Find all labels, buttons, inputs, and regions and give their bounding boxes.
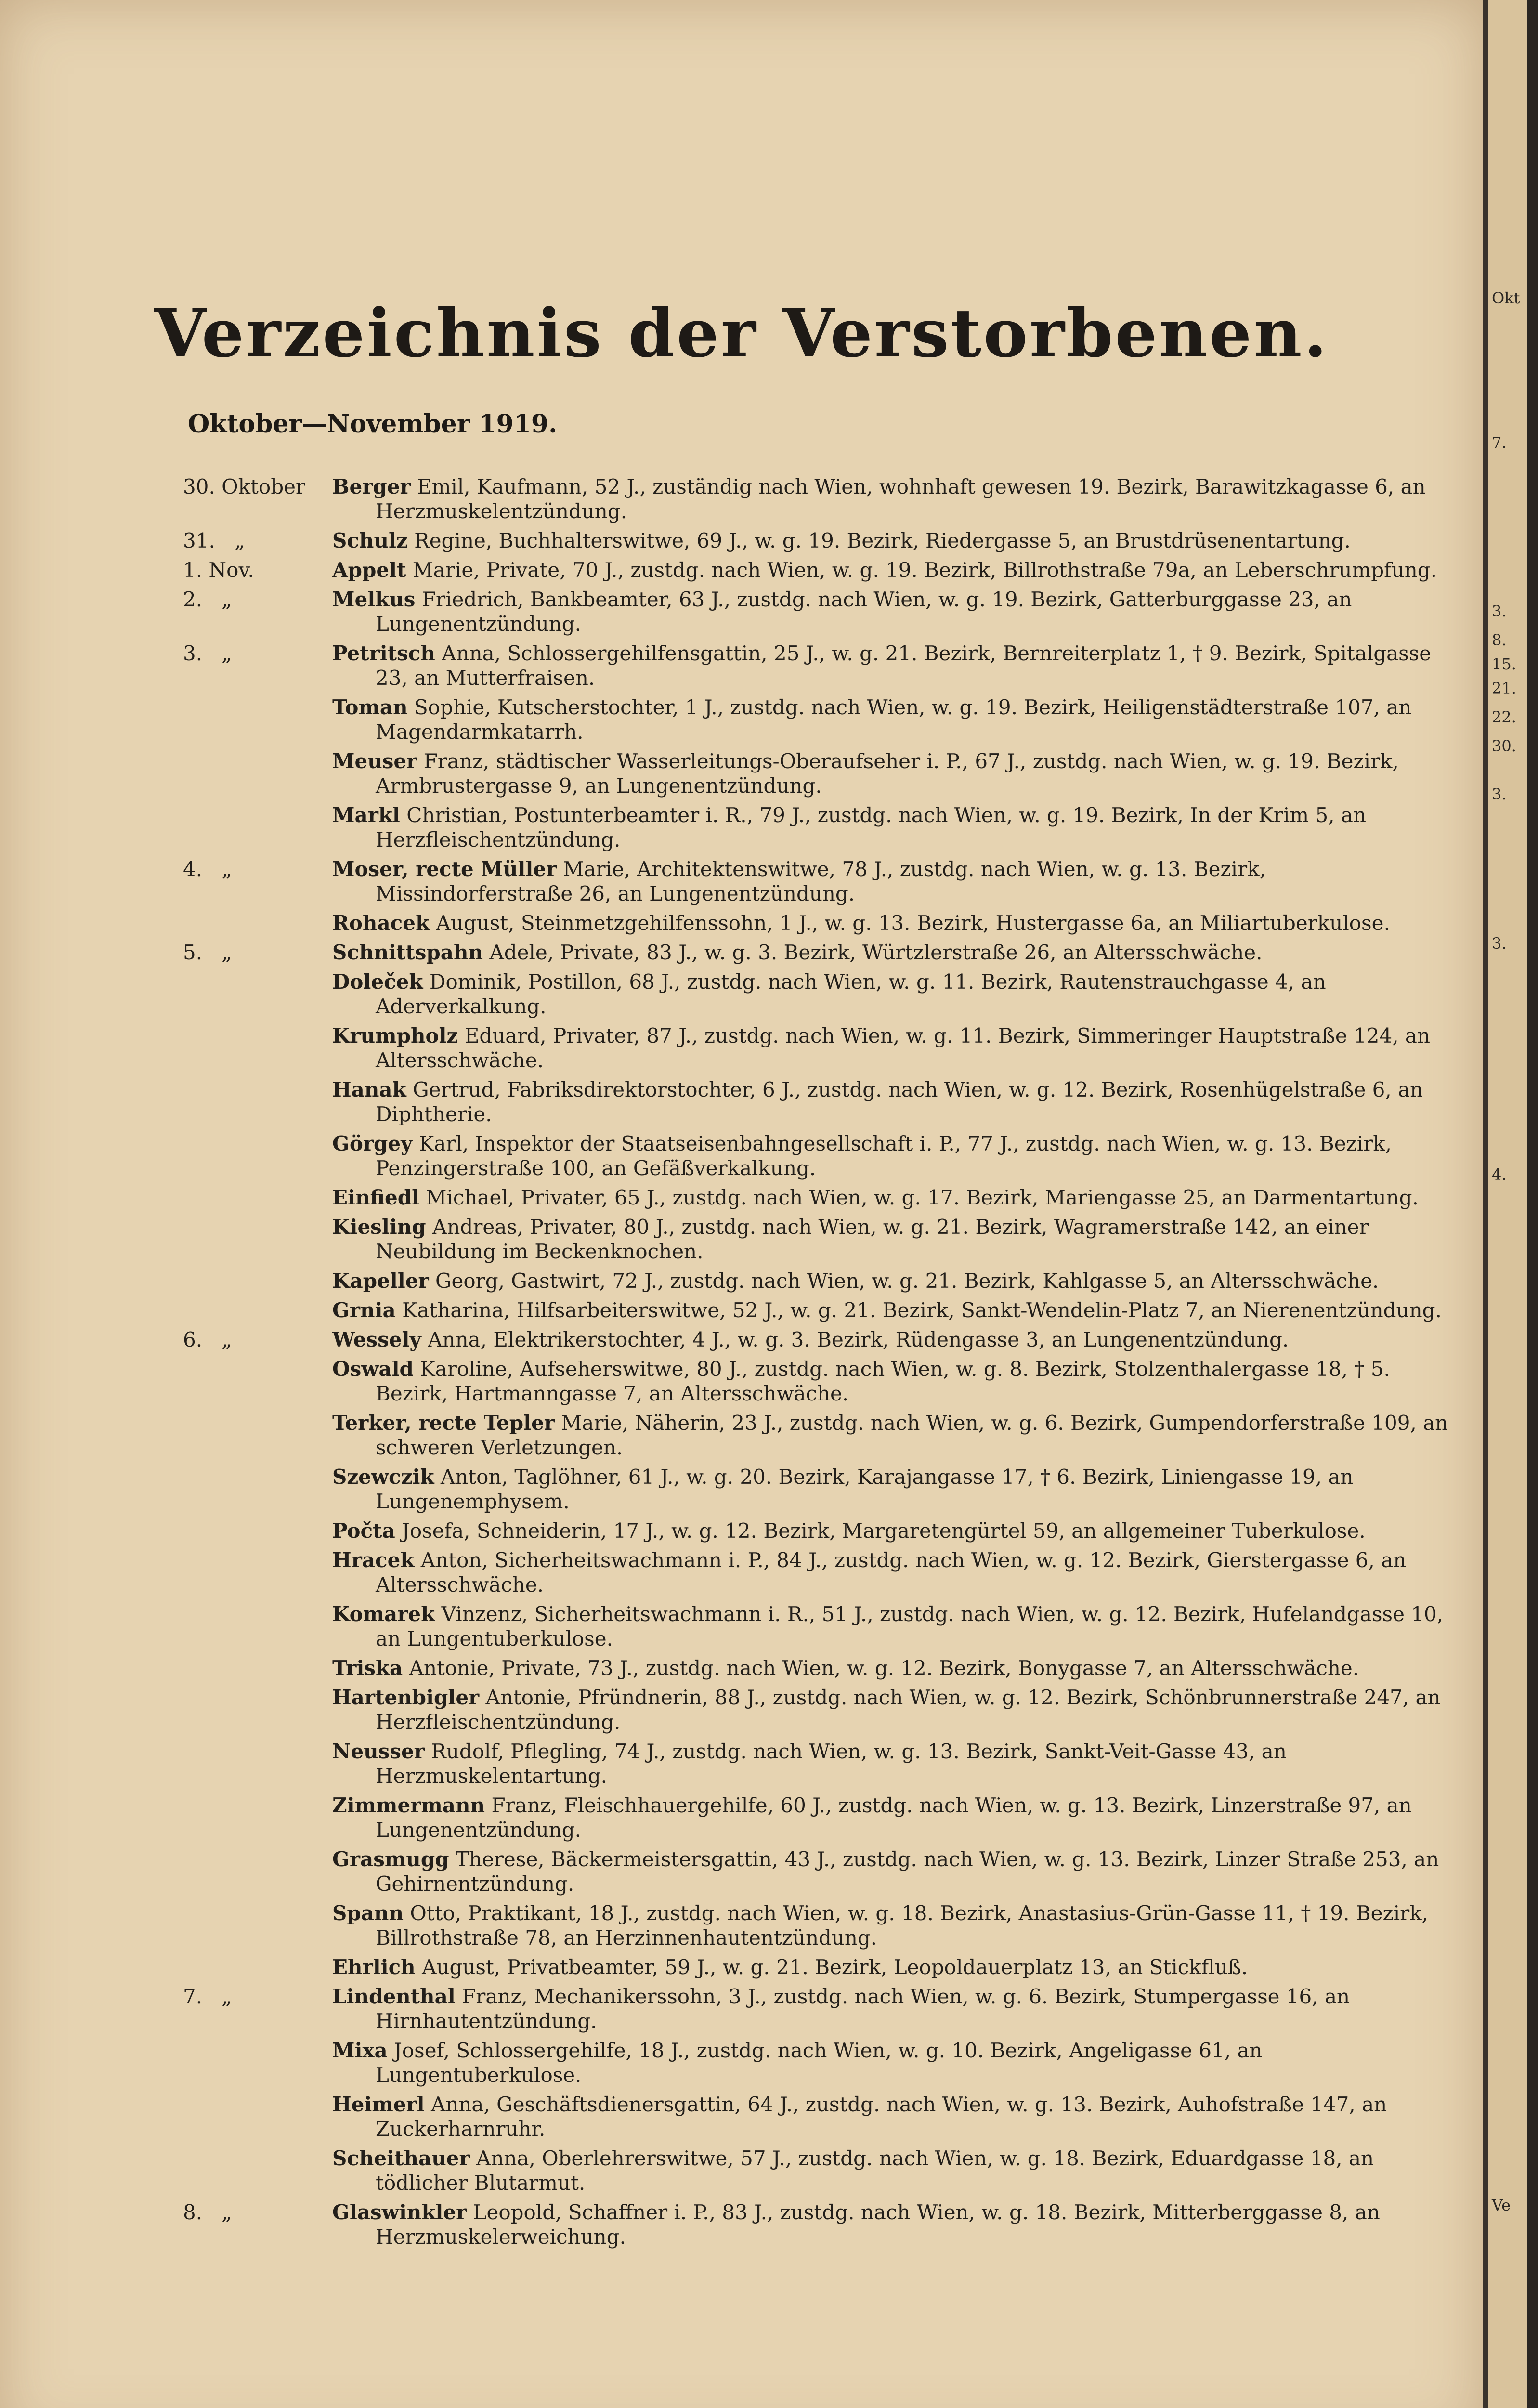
entry-body: Rudolf, Pflegling, 74 J., zustdg. nach Wien, w. g. 13. Bezirk, Sankt-Veit-Gasse 43, an Herzmuskelentartung. <box>376 1740 1287 1788</box>
entry-body: Franz, städtischer Wasserleitungs-Oberaufseher i. P., 67 J., zustdg. nach Wien, w. g. 19. Bezirk, Armbrustergasse 9, an Lungenentzündung. <box>376 749 1399 798</box>
entry-text <box>332 1327 1464 1352</box>
entry-text <box>332 528 1464 553</box>
entry-text <box>332 2200 1464 2249</box>
list-item <box>183 1739 1464 1788</box>
entry-text <box>332 1847 1464 1896</box>
entry-name: Grnia <box>332 1298 396 1322</box>
entry-body: Sophie, Kutscherstochter, 1 J., zustdg. nach Wien, w. g. 19. Bezirk, Heiligenstädterstraße 107, an Magendarmkatarrh. <box>376 695 1412 744</box>
entries-list <box>183 474 1464 2254</box>
entry-name: Zimmermann <box>332 1793 485 1817</box>
list-item <box>183 1955 1464 1979</box>
section-heading: Oktober—November 1919. <box>188 409 558 439</box>
entry-text <box>332 1955 1464 1979</box>
entry-body: Regine, Buchhalterswitwe, 69 J., w. g. 19. Bezirk, Riedergasse 5, an Brustdrüsenentartung. <box>414 529 1351 552</box>
entry-body: Therese, Bäckermeistersgattin, 43 J., zustdg. nach Wien, w. g. 13. Bezirk, Linzer Straße 253, an Gehirnentzündung. <box>376 1847 1439 1896</box>
entry-date: 3. „ <box>183 641 232 665</box>
list-item <box>183 1298 1464 1322</box>
list-item <box>183 528 1464 553</box>
entry-body: Antonie, Pfründnerin, 88 J., zustdg. nach Wien, w. g. 12. Bezirk, Schönbrunnerstraße 247, an Herzfleischentzündung. <box>376 1686 1441 1734</box>
entry-body: Vinzenz, Sicherheitswachmann i. R., 51 J., zustdg. nach Wien, w. g. 12. Bezirk, Hufelandgasse 10, an Lungentuberkulose. <box>376 1602 1444 1650</box>
entry-text <box>332 940 1464 965</box>
entry-body: Josef, Schlossergehilfe, 18 J., zustdg. nach Wien, w. g. 10. Bezirk, Angeligasse 61, an Lungentuberkulose. <box>376 2039 1263 2087</box>
entry-body: Franz, Fleischhauergehilfe, 60 J., zustdg. nach Wien, w. g. 13. Bezirk, Linzerstraße 97, an Lungenentzündung. <box>376 1793 1412 1842</box>
entry-name: Spann <box>332 1901 404 1925</box>
entry-date: 7. „ <box>183 1985 232 2008</box>
entry-name: Appelt <box>332 558 406 582</box>
entry-name: Počta <box>332 1519 395 1543</box>
list-item <box>183 2092 1464 2141</box>
list-item <box>183 969 1464 1019</box>
entry-body: Georg, Gastwirt, 72 J., zustdg. nach Wien, w. g. 21. Bezirk, Kahlgasse 5, an Altersschwäche. <box>435 1269 1379 1293</box>
list-item <box>183 1602 1464 1651</box>
edge-fragment: 30. <box>1492 737 1516 755</box>
entry-name: Glaswinkler <box>332 2200 467 2224</box>
entry-body: Christian, Postunterbeamter i. R., 79 J., zustdg. nach Wien, w. g. 19. Bezirk, In der Krim 5, an Herzfleischentzündung. <box>376 803 1366 851</box>
entry-text <box>332 2092 1464 2141</box>
list-item <box>183 587 1464 636</box>
entry-text <box>332 1793 1464 1842</box>
entry-text <box>332 1269 1464 1293</box>
entry-date: 1. Nov. <box>183 558 254 582</box>
entry-name: Markl <box>332 803 400 827</box>
entry-text <box>332 695 1464 744</box>
list-item <box>183 1185 1464 1210</box>
entry-date: 31. „ <box>183 529 245 552</box>
list-item <box>183 1269 1464 1293</box>
entry-name: Hanak <box>332 1078 406 1101</box>
list-item <box>183 749 1464 798</box>
entry-body: Andreas, Privater, 80 J., zustdg. nach Wien, w. g. 21. Bezirk, Wagramerstraße 142, an einer Neubildung im Beckenknochen. <box>376 1215 1369 1263</box>
edge-fragment: 3. <box>1492 602 1507 620</box>
entry-name: Krumpholz <box>332 1024 458 1047</box>
entry-body: Michael, Privater, 65 J., zustdg. nach Wien, w. g. 17. Bezirk, Mariengasse 25, an Darmentartung. <box>426 1186 1419 1209</box>
entry-body: August, Steinmetzgehilfenssohn, 1 J., w. g. 13. Bezirk, Hustergasse 6a, an Miliartuberkulose. <box>436 911 1390 935</box>
edge-fragment: 22. <box>1492 708 1516 726</box>
entry-body: Josefa, Schneiderin, 17 J., w. g. 12. Bezirk, Margaretengürtel 59, an allgemeiner Tuberkulose. <box>402 1519 1366 1543</box>
list-item <box>183 1656 1464 1680</box>
list-item <box>183 1131 1464 1180</box>
edge-fragment: 8. <box>1492 631 1507 649</box>
entry-body: Gertrud, Fabriksdirektorstochter, 6 J., zustdg. nach Wien, w. g. 12. Bezirk, Rosenhügelstraße 6, an Diphtherie. <box>376 1078 1423 1126</box>
list-item <box>183 803 1464 852</box>
entry-body: Eduard, Privater, 87 J., zustdg. nach Wien, w. g. 11. Bezirk, Simmeringer Hauptstraße 124, an Altersschwäche. <box>376 1024 1431 1072</box>
list-item <box>183 1685 1464 1734</box>
entry-name: Görgey <box>332 1132 413 1155</box>
list-item <box>183 1793 1464 1842</box>
entry-text <box>332 641 1464 690</box>
list-item <box>183 2146 1464 2195</box>
entry-text <box>332 1465 1464 1514</box>
entry-name: Neusser <box>332 1740 425 1763</box>
entry-name: Doleček <box>332 970 423 994</box>
entry-text <box>332 587 1464 636</box>
entry-text <box>332 1023 1464 1073</box>
entry-text <box>332 911 1464 935</box>
list-item <box>183 1077 1464 1126</box>
entry-name: Meuser <box>332 749 417 773</box>
edge-fragment: Ve <box>1492 2196 1511 2214</box>
list-item <box>183 2038 1464 2087</box>
page-title: Verzeichnis der Verstorbenen. <box>154 294 1329 372</box>
list-item <box>183 1411 1464 1460</box>
entry-name: Petritsch <box>332 641 435 665</box>
entry-name: Hracek <box>332 1548 415 1572</box>
entry-text <box>332 1411 1464 1460</box>
entry-body: Marie, Architektenswitwe, 78 J., zustdg. nach Wien, w. g. 13. Bezirk, Missindorferstraße 26, an Lungenentzündung. <box>376 857 1266 905</box>
list-item <box>183 911 1464 935</box>
entry-text <box>332 1901 1464 1950</box>
entry-name: Szewczik <box>332 1465 434 1489</box>
adjacent-page-edge <box>1483 0 1538 2408</box>
entry-name: Schnittspahn <box>332 941 483 964</box>
edge-fragment: 15. <box>1492 655 1516 673</box>
entry-name: Melkus <box>332 588 416 611</box>
entry-text <box>332 1602 1464 1651</box>
entry-name: Wessely <box>332 1328 421 1351</box>
entry-date: 4. „ <box>183 857 232 881</box>
list-item <box>183 2200 1464 2249</box>
list-item <box>183 1215 1464 1264</box>
entry-body: Emil, Kaufmann, 52 J., zuständig nach Wien, wohnhaft gewesen 19. Bezirk, Barawitzkagasse 6, an Herzmuskelentzündung. <box>376 475 1426 523</box>
list-item <box>183 1023 1464 1073</box>
entry-name: Mixa <box>332 2039 388 2062</box>
entry-text <box>332 1077 1464 1126</box>
entry-body: Leopold, Schaffner i. P., 83 J., zustdg. nach Wien, w. g. 18. Bezirk, Mitterberggasse 8, an Herzmuskelerweichung. <box>376 2200 1380 2249</box>
edge-fragment: 3. <box>1492 934 1507 953</box>
entry-date: 5. „ <box>183 941 232 964</box>
entry-text <box>332 1357 1464 1406</box>
entry-text <box>332 1656 1464 1680</box>
entry-body: Antonie, Private, 73 J., zustdg. nach Wien, w. g. 12. Bezirk, Bonygasse 7, an Altersschwäche. <box>409 1656 1359 1680</box>
entry-name: Kapeller <box>332 1269 429 1293</box>
list-item <box>183 857 1464 906</box>
entry-body: Adele, Private, 83 J., w. g. 3. Bezirk, Würtzlerstraße 26, an Altersschwäche. <box>489 941 1263 964</box>
entry-name: Berger <box>332 475 411 498</box>
entry-text <box>332 803 1464 852</box>
entry-text <box>332 1131 1464 1180</box>
entry-text <box>332 2146 1464 2195</box>
list-item <box>183 1548 1464 1597</box>
entry-text <box>332 969 1464 1019</box>
entry-name: Scheithauer <box>332 2146 470 2170</box>
entry-name: Rohacek <box>332 911 430 935</box>
entry-name: Oswald <box>332 1357 414 1381</box>
entry-body: Anna, Schlossergehilfensgattin, 25 J., w. g. 21. Bezirk, Bernreiterplatz 1, † 9. Bezirk, Spitalgasse 23, an Mutterfraisen. <box>376 641 1432 690</box>
entry-name: Heimerl <box>332 2093 425 2116</box>
entry-body: Marie, Private, 70 J., zustdg. nach Wien, w. g. 19. Bezirk, Billrothstraße 79a, an Leberschrumpfung. <box>412 558 1437 582</box>
list-item <box>183 1465 1464 1514</box>
entry-body: Anton, Sicherheitswachmann i. P., 84 J., zustdg. nach Wien, w. g. 12. Bezirk, Gierstergasse 6, an Altersschwäche. <box>376 1548 1407 1597</box>
entry-body: Otto, Praktikant, 18 J., zustdg. nach Wien, w. g. 18. Bezirk, Anastasius-Grün-Gasse 11, † 19. Bezirk, Billrothstraße 78, an Herzinnenhautentzündung. <box>376 1901 1428 1950</box>
entry-date: 8. „ <box>183 2200 232 2224</box>
entry-date: 6. „ <box>183 1328 232 1351</box>
list-item <box>183 695 1464 744</box>
entry-text <box>332 1518 1464 1543</box>
entry-text <box>332 1185 1464 1210</box>
entry-text <box>332 1548 1464 1597</box>
entry-name: Hartenbigler <box>332 1686 480 1709</box>
entry-text <box>332 1984 1464 2033</box>
entry-text <box>332 1215 1464 1264</box>
entry-text <box>332 857 1464 906</box>
entry-body: August, Privatbeamter, 59 J., w. g. 21. Bezirk, Leopoldauerplatz 13, an Stickfluß. <box>422 1955 1248 1979</box>
entry-text <box>332 558 1464 582</box>
list-item <box>183 558 1464 582</box>
list-item <box>183 1847 1464 1896</box>
entry-name: Komarek <box>332 1602 435 1626</box>
entry-date: 30. Oktober <box>183 475 306 498</box>
entry-name: Triska <box>332 1656 403 1680</box>
edge-fragment: Okt <box>1492 289 1520 307</box>
entry-body: Marie, Näherin, 23 J., zustdg. nach Wien, w. g. 6. Bezirk, Gumpendorferstraße 109, an schweren Verletzungen. <box>376 1411 1448 1459</box>
list-item <box>183 474 1464 523</box>
entry-name: Ehrlich <box>332 1955 416 1979</box>
entry-body: Franz, Mechanikerssohn, 3 J., zustdg. nach Wien, w. g. 6. Bezirk, Stumpergasse 16, an Hirnhautentzündung. <box>376 1985 1350 2033</box>
entry-body: Anton, Taglöhner, 61 J., w. g. 20. Bezirk, Karajangasse 17, † 6. Bezirk, Liniengasse 19, an Lungenemphysem. <box>376 1465 1354 1513</box>
entry-body: Karoline, Aufseherswitwe, 80 J., zustdg. nach Wien, w. g. 8. Bezirk, Stolzenthalergasse 18, † 5. Bezirk, Hartmanngasse 7, an Altersschwäche. <box>376 1357 1390 1405</box>
entry-body: Dominik, Postillon, 68 J., zustdg. nach Wien, w. g. 11. Bezirk, Rautenstrauchgasse 4, an Aderverkalkung. <box>376 970 1326 1018</box>
edge-fragment: 4. <box>1492 1165 1507 1184</box>
entry-text <box>332 1298 1464 1322</box>
entry-text <box>332 1685 1464 1734</box>
edge-fragment: 3. <box>1492 785 1507 803</box>
entry-name: Terker, recte Tepler <box>332 1411 555 1435</box>
edge-fragment: 21. <box>1492 679 1516 697</box>
entry-body: Katharina, Hilfsarbeiterswitwe, 52 J., w. g. 21. Bezirk, Sankt-Wendelin-Platz 7, an Nierenentzündung. <box>402 1298 1442 1322</box>
entry-text <box>332 2038 1464 2087</box>
entry-body: Anna, Oberlehrerswitwe, 57 J., zustdg. nach Wien, w. g. 18. Bezirk, Eduardgasse 18, an tödlicher Blutarmut. <box>376 2146 1374 2195</box>
list-item <box>183 1518 1464 1543</box>
edge-fragment: 7. <box>1492 433 1507 452</box>
entry-name: Kiesling <box>332 1215 426 1239</box>
list-item <box>183 641 1464 690</box>
entry-body: Karl, Inspektor der Staatseisenbahngesellschaft i. P., 77 J., zustdg. nach Wien, w. g. 13. Bezirk, Penzingerstraße 100, an Gefäßverkalkung. <box>376 1132 1392 1180</box>
list-item <box>183 1327 1464 1352</box>
entry-name: Moser, recte Müller <box>332 857 557 881</box>
entry-body: Anna, Geschäftsdienersgattin, 64 J., zustdg. nach Wien, w. g. 13. Bezirk, Auhofstraße 147, an Zuckerharnruhr. <box>376 2093 1387 2141</box>
list-item <box>183 1984 1464 2033</box>
entry-name: Grasmugg <box>332 1847 449 1871</box>
list-item <box>183 1357 1464 1406</box>
list-item <box>183 940 1464 965</box>
entry-name: Einfiedl <box>332 1186 420 1209</box>
entry-name: Schulz <box>332 529 408 552</box>
entry-text <box>332 1739 1464 1788</box>
entry-name: Lindenthal <box>332 1985 456 2008</box>
entry-body: Friedrich, Bankbeamter, 63 J., zustdg. nach Wien, w. g. 19. Bezirk, Gatterburggasse 23, an Lungenentzündung. <box>376 588 1352 636</box>
entry-body: Anna, Elektrikerstochter, 4 J., w. g. 3. Bezirk, Rüdengasse 3, an Lungenentzündung. <box>428 1328 1289 1351</box>
entry-text <box>332 749 1464 798</box>
entry-text <box>332 474 1464 523</box>
list-item <box>183 1901 1464 1950</box>
entry-name: Toman <box>332 695 408 719</box>
entry-date: 2. „ <box>183 588 232 611</box>
